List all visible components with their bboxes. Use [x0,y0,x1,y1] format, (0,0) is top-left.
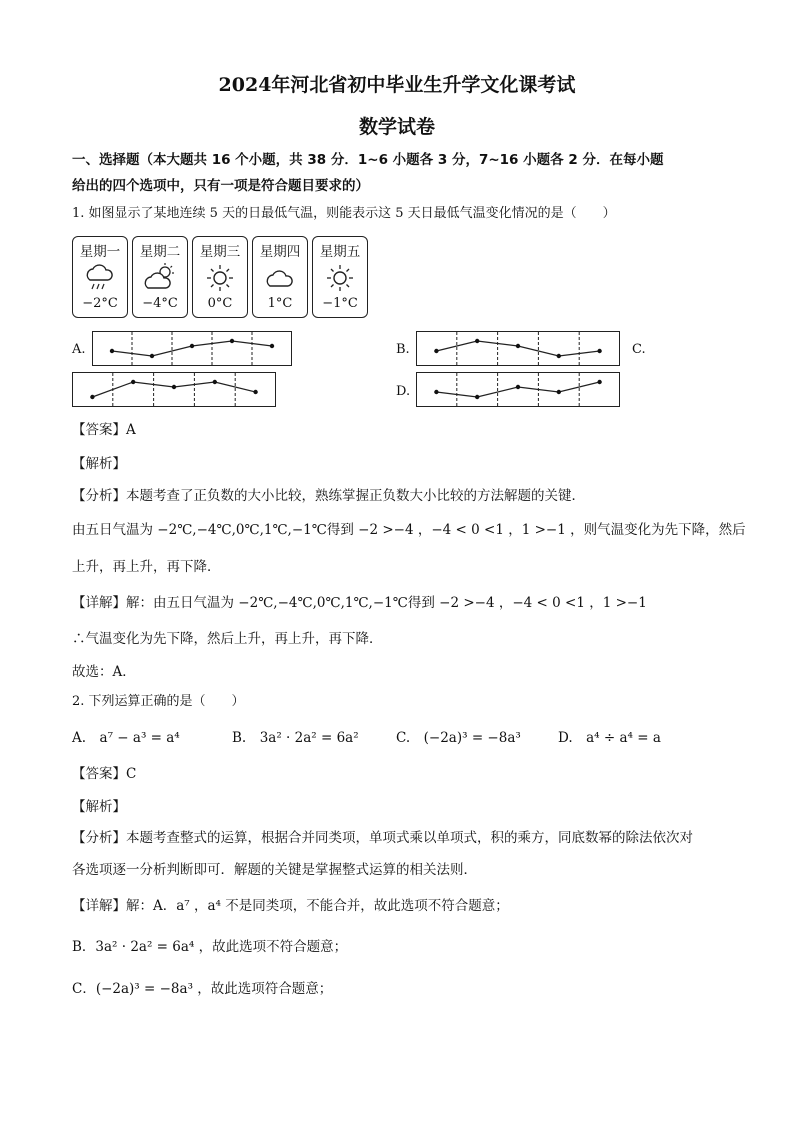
series-line [92,382,255,397]
weather-card-thu [252,236,308,318]
option-d-chart [416,372,620,407]
q2-detail-c: C．(−2a)³ = −8a³ ，故此选项符合题意； [72,981,333,997]
option-c-chart [72,372,276,407]
weather-card-mon [72,236,128,318]
data-point [131,380,135,384]
chart-frame [417,373,620,407]
option-label-c: C. [632,342,646,357]
line-chart [72,372,276,407]
data-point [434,390,438,394]
data-point [434,349,438,353]
q1-analysis-tag: 【解析】 [72,456,126,472]
series-line [436,382,599,397]
q2-stem: 2. 下列运算正确的是（ ） [72,694,245,709]
data-point [253,390,257,394]
sun-icon [204,262,236,294]
weather-day-label: 星期五 [319,244,361,260]
option-label-d: D. [396,384,411,399]
q2-fenxi-line1: 【分析】本题考查整式的运算，根据合并同类项，单项式乘以单项式，积的乘方，同底数幂的除法依次对 [72,830,693,846]
data-point [230,339,234,343]
option-label-b: B. [396,342,410,357]
data-point [190,344,194,348]
section-heading-line2: 给出的四个选项中，只有一项是符合题目要求的） [72,178,369,194]
series-line [436,341,599,356]
q2-option-d: D. a⁴ ÷ a⁴ = a [558,730,661,746]
data-point [213,380,217,384]
q1-reason-line2: 上升，再上升，再下降． [72,559,221,575]
weather-card-tue [132,236,188,318]
partly-sunny-icon [144,262,176,294]
page-subtitle: 数学试卷 [358,116,435,138]
data-point [516,385,520,389]
data-point [172,385,176,389]
q1-answer: 【答案】A [72,422,136,438]
option-b-chart [416,331,620,366]
weather-day-label: 星期四 [259,244,301,260]
q2-option-b: B. 3a² · 2a² = 6a² [232,730,359,746]
q1-choose: 故选：A． [72,664,136,680]
q2-xiangjie: 【详解】解：A．a⁷ ，a⁴ 不是同类项，不能合并，故此选项不符合题意； [72,898,509,914]
data-point [597,380,601,384]
q1-stem: 1. 如图显示了某地连续 5 天的日最低气温，则能表示这 5 天日最低气温变化情况的是（ ） [72,206,616,221]
option-label-a: A. [72,342,86,357]
rain-cloud-icon [84,262,116,294]
section-heading-line1: 一、选择题（本大题共 16 个小题，共 38 分．1~6 小题各 3 分，7~16 小题各 2 分．在每小题 [72,152,664,168]
data-point [150,354,154,358]
q1-reason-line1: 由五日气温为 −2℃,−4℃,0℃,1℃,−1℃得到 −2 >−4 ，−4 < 0 <1 ，1 >−1 ，则气温变化为先下降，然后 [72,522,746,538]
q2-option-c: C. (−2a)³ = −8a³ [396,730,521,746]
weather-temp: 1°C [267,296,293,311]
line-chart [92,331,292,366]
data-point [475,339,479,343]
q2-option-a: A. a⁷ − a³ = a⁴ [72,730,180,746]
data-point [516,344,520,348]
weather-temp: −1°C [322,296,358,311]
q1-conclusion: ∴气温变化为先下降，然后上升，再上升，再下降． [72,631,383,647]
data-point [90,395,94,399]
q2-detail-b: B．3a² · 2a² = 6a⁴ ，故此选项不符合题意； [72,939,348,955]
data-point [475,395,479,399]
weather-day-label: 星期一 [79,244,121,260]
data-point [557,390,561,394]
weather-day-label: 星期三 [199,244,241,260]
q2-analysis-tag: 【解析】 [72,799,126,815]
page-title: 2024年河北省初中毕业生升学文化课考试 [218,74,576,96]
data-point [270,344,274,348]
data-point [557,354,561,358]
sun-icon [324,262,356,294]
weather-card-wed [192,236,248,318]
cloud-icon [264,262,296,294]
q1-fenxi: 【分析】本题考查了正负数的大小比较，熟练掌握正负数大小比较的方法解题的关键． [72,488,585,504]
q1-xiangjie: 【详解】解：由五日气温为 −2℃,−4℃,0℃,1℃,−1℃得到 −2 >−4 ，−4 < 0 <1 ，1 >−1 [72,595,647,611]
weather-temp: −4°C [142,296,178,311]
line-chart [416,372,620,407]
series-line [112,341,272,356]
weather-day-label: 星期二 [139,244,181,260]
data-point [110,349,114,353]
q2-answer: 【答案】C [72,766,137,782]
weather-temp: −2°C [82,296,118,311]
weather-temp: 0°C [207,296,233,311]
weather-card-fri [312,236,368,318]
option-a-chart [92,331,292,366]
data-point [597,349,601,353]
q2-fenxi-line2: 各选项逐一分析判断即可．解题的关键是掌握整式运算的相关法则． [72,862,477,878]
chart-frame [93,332,292,366]
line-chart [416,331,620,366]
